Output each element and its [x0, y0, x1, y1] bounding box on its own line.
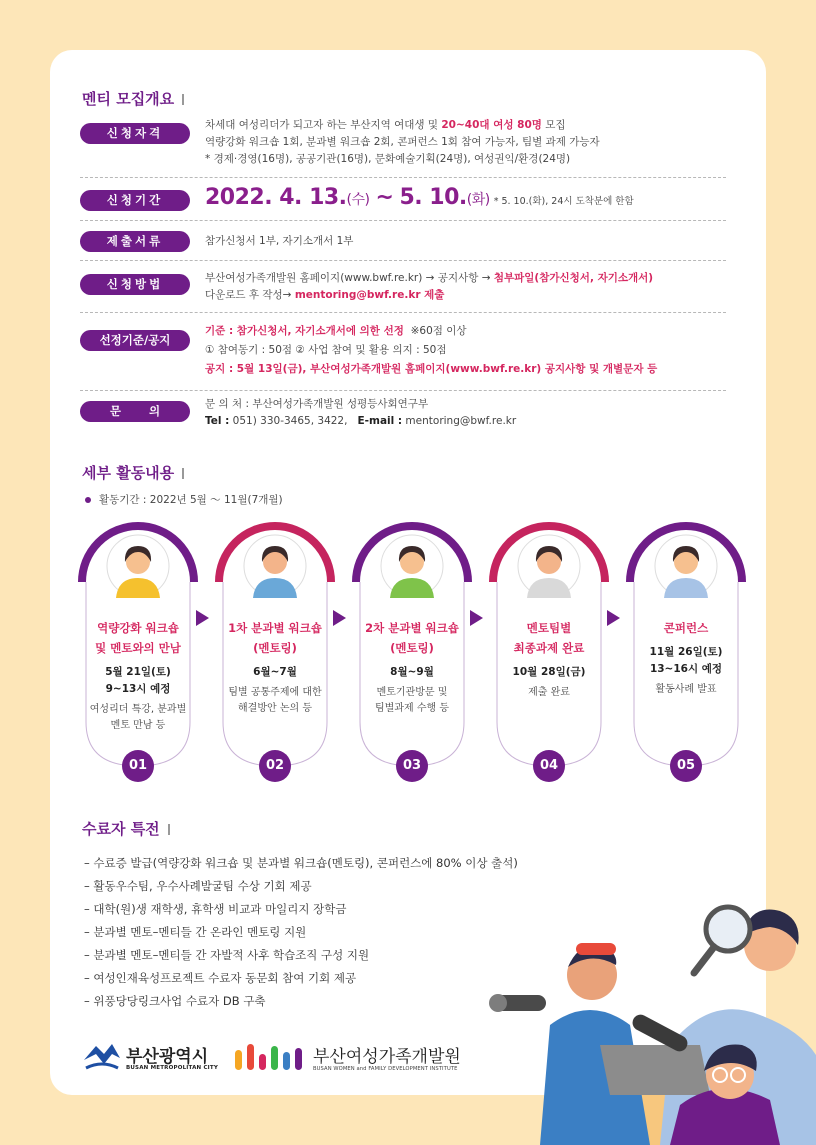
busan-en: BUSAN METROPOLITAN CITY [126, 1065, 219, 1071]
busan-name: 부산광역시 [126, 1047, 209, 1067]
step-number: 05 [670, 750, 702, 782]
activity-step [626, 522, 746, 782]
bwf-name: 부산여성가족개발원 [313, 1047, 461, 1067]
activity-step [215, 522, 335, 782]
step-date: 8월~9월 [390, 666, 434, 678]
qualification-text: 차세대 여성리더가 되고자 하는 부산지역 여대생 및 20~40대 여성 80명 모집 역량강화 워크숍 1회, 분과별 워크숍 2회, 콘퍼런스 1회 참여 가능자, 팀별 과제 가능자 * 경제·경영(16명), 공공기관(16명), 문화예술기획(24명), 여성권익/환경(24명) [205, 119, 600, 165]
step-arrow-icon [470, 610, 483, 626]
step-arrow-icon [196, 610, 209, 626]
benefit-item: – 활동우수팀, 우수사례발굴팀 수상 기회 제공 [84, 879, 312, 893]
step-number: 03 [396, 750, 428, 782]
person-avatar-icon [517, 534, 581, 598]
label-method: 신청방법 [80, 274, 190, 295]
step-number: 02 [259, 750, 291, 782]
bwf-en: BUSAN WOMEN and FAMILY DEVELOPMENT INSTITUTE [313, 1066, 458, 1072]
documents-text: 참가신청서 1부, 자기소개서 1부 [205, 235, 354, 247]
step-arrow-icon [607, 610, 620, 626]
benefit-item: – 위풍당당링크사업 수료자 DB 구축 [84, 994, 266, 1008]
row-contact [80, 391, 726, 436]
label-qualification: 신청자격 [80, 123, 190, 144]
step-date: 5월 21일(토) 9~13시 예정 [105, 666, 171, 695]
period-text: 2022. 4. 13.(수) ~ 5. 10.(화) * 5. 10.(화), 24시 도착분에 한함 [205, 185, 634, 210]
activity-period: 활동기간 : 2022년 5월 ～ 11월(7개월) [85, 492, 283, 507]
step-text [630, 618, 742, 698]
step-number: 01 [122, 750, 154, 782]
people-illustration [480, 895, 816, 1145]
step-desc: 팀별 공통주제에 대한 해결방안 논의 등 [228, 687, 322, 714]
label-period: 신청기간 [80, 190, 190, 211]
step-title: 2차 분과별 워크숍 (멘토링) [365, 621, 459, 655]
step-text [82, 618, 194, 734]
benefits-list [84, 852, 518, 1013]
section-title-overview: 멘티 모집개요 [82, 88, 184, 109]
laptop-icon [600, 1045, 710, 1095]
person-avatar-icon [106, 534, 170, 598]
step-title: 역량강화 워크숍 및 멘토와의 만남 [95, 621, 181, 655]
step-arrow-icon [333, 610, 346, 626]
activity-step [489, 522, 609, 782]
step-text [356, 618, 468, 717]
label-documents: 제출서류 [80, 231, 190, 252]
section-title-activities: 세부 활동내용 [82, 462, 184, 483]
benefit-item: – 수료증 발급(역량강화 워크숍 및 분과별 워크숍(멘토링), 콘퍼런스에 80% 이상 출석) [84, 856, 518, 870]
benefit-item: – 분과별 멘토–멘티들 간 온라인 멘토링 지원 [84, 925, 307, 939]
step-text [493, 618, 605, 701]
busan-emblem-icon [82, 1040, 122, 1074]
bwf-emblem-icon [233, 1040, 305, 1074]
bwf-logo [233, 1040, 493, 1076]
step-number: 04 [533, 750, 565, 782]
row-documents [80, 221, 726, 261]
section-title-benefits: 수료자 특전 [82, 818, 170, 839]
step-desc: 제출 완료 [528, 687, 570, 698]
label-contact: 문의 [80, 401, 190, 422]
step-title: 콘퍼런스 [663, 621, 709, 635]
label-selection: 선정기준/공지 [80, 330, 190, 351]
row-method [80, 261, 726, 313]
step-desc: 여성리더 특강, 분과별 멘토 만남 등 [89, 704, 187, 731]
person-avatar-icon [380, 534, 444, 598]
activity-step [78, 522, 198, 782]
step-date: 11월 26일(토) 13~16시 예정 [649, 646, 723, 675]
activity-step [352, 522, 472, 782]
selection-text: 기준 : 참가신청서, 자기소개서에 의한 선정 ※60점 이상 ① 참여동기 : 50점 ② 사업 참여 및 활용 의지 : 50점 공지 : 5월 13일(금), 부산여성가족개발원 홈페이지(www.bwf.re.kr) 공지사항 및 개별문자 등 [205, 325, 658, 375]
step-title: 멘토팀별 최종과제 완료 [513, 621, 585, 655]
busan-city-logo [82, 1040, 232, 1076]
person-avatar-icon [654, 534, 718, 598]
row-selection [80, 313, 726, 391]
row-period [80, 178, 726, 221]
method-text: 부산여성가족개발원 홈페이지(www.bwf.re.kr) → 공지사항 → 첨부파일(참가신청서, 자기소개서) 다운로드 후 작성→ mentoring@bwf.re.kr 제출 [205, 272, 654, 301]
person-avatar-icon [243, 534, 307, 598]
benefit-item: – 분과별 멘토–멘티들 간 자발적 사후 학습조직 구성 지원 [84, 948, 370, 962]
step-title: 1차 분과별 워크숍 (멘토링) [228, 621, 322, 655]
step-date: 6월~7월 [253, 666, 297, 678]
step-text [219, 618, 331, 717]
step-date: 10월 28일(금) [512, 666, 586, 678]
cap-icon [576, 943, 616, 955]
contact-text: 문 의 처 : 부산여성가족개발원 성평등사회연구부 Tel : 051) 330-3465, 3422, E-mail : mentoring@bwf.re.kr [205, 398, 517, 427]
step-desc: 멘토기관방문 및 팀별과제 수행 등 [375, 687, 449, 714]
benefit-item: – 여성인재육성프로젝트 수료자 동문회 참여 기회 제공 [84, 971, 357, 985]
benefit-item: – 대학(원)생 재학생, 휴학생 비교과 마일리지 장학금 [84, 902, 347, 916]
row-qualification [80, 113, 726, 178]
step-desc: 활동사례 발표 [655, 684, 717, 695]
